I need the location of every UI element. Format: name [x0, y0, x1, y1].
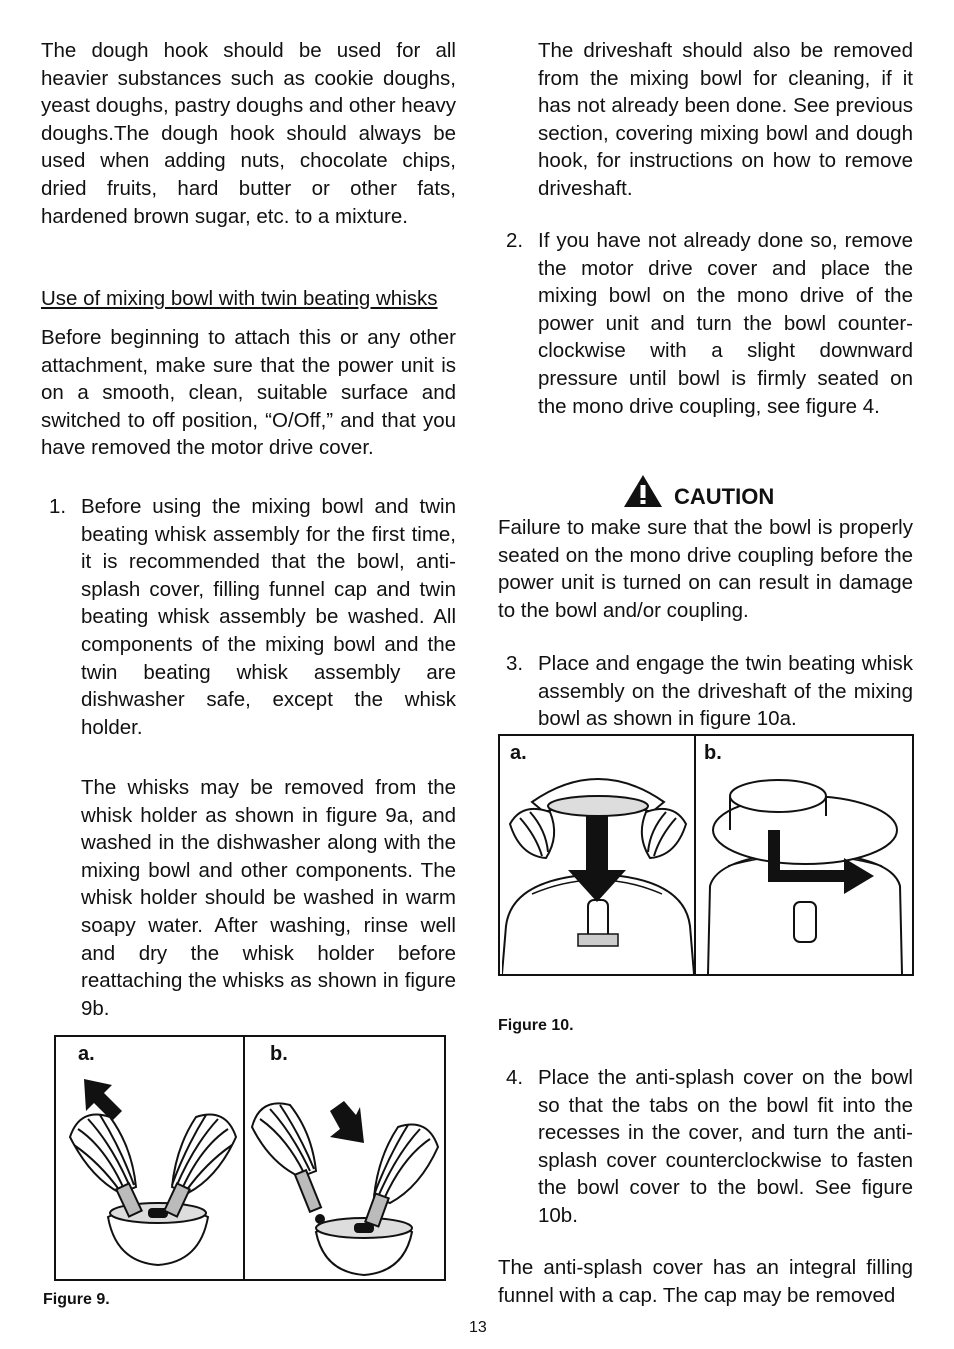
figure-9a-label: a.: [78, 1043, 95, 1065]
step-1-whisk-text: The whisks may be removed from the whisk holder as shown in figure 9a, and washed in the dishwasher along with the mixing bowl and other components. The whisk holder should be washed in warm soapy water. After washing, rinse well and dry the whisk holder before reattaching the whisks as shown in figure 9b.: [81, 776, 456, 1020]
before-paragraph: Before beginning to attach this or any other attachment, make sure that the power unit is on a smooth, clean, suitable surface and switched to off position, “O/Off,” and that you have removed the motor drive cover.: [41, 326, 456, 460]
warning-icon: [623, 474, 663, 508]
step-4-number: 4.: [506, 1066, 524, 1089]
step-1-text: Before using the mixing bowl and twin beating whisk assembly for the first time, it is recommended that the bowl, anti-splash cover, filling funnel cap and twin beating whisk assembly be washed. All components of the mixing bowl and the twin beating whisk assembly are dishwasher safe, except the whisk holder.: [81, 495, 456, 739]
step-3-number: 3.: [506, 652, 524, 675]
figure-9-caption: Figure 9.: [43, 1291, 110, 1308]
figure-10b-label: b.: [704, 742, 722, 764]
figure-10-caption: Figure 10.: [498, 1017, 574, 1034]
step-4-text: Place the anti-splash cover on the bowl so that the tabs on the bowl fit into the recesses in the cover, and turn the anti-splash cover counterclockwise to fasten the bowl cover to the bowl. See figure 10b.: [538, 1066, 913, 1227]
step-1-number: 1.: [49, 495, 67, 518]
intro-paragraph: The dough hook should be used for all heavier substances such as cookie doughs, yeast doughs, pastry doughs and other heavy doughs.The dough hook should always be used when adding nuts, chocolate chips, dried fruits, hard butter or other fats, hardened brown sugar, etc. to a mixture.: [41, 39, 456, 228]
whisk-reattach-illustration: [246, 1067, 442, 1279]
figure-9b-label: b.: [270, 1043, 288, 1065]
caution-text: Failure to make sure that the bowl is properly seated on the mono drive coupling before the power unit is turned on can result in damage to the bowl and/or coupling.: [498, 516, 913, 622]
figure-divider: [243, 1037, 245, 1279]
figure-10a-label: a.: [510, 742, 527, 764]
step-2-text: If you have not already done so, remove the motor drive cover and place the mixing bowl on the mono drive of the power unit and turn the bowl counter-clockwise with a slight downward pressure until bowl is firmly seated on the mono drive coupling, see figure 4.: [538, 229, 913, 418]
figure-10: [498, 734, 914, 976]
step-3-text: Place and engage the twin beating whisk assembly on the driveshaft of the mixing bowl as shown in figure 10a.: [538, 652, 913, 731]
whisk-removal-illustration: [60, 1067, 242, 1279]
figure-divider: [694, 736, 696, 974]
whisk-placement-illustration: [502, 766, 694, 974]
driveshaft-paragraph: The driveshaft should also be removed from the mixing bowl for cleaning, if it has not already been done. See previous section, covering mixing bowl and dough hook, for instructions on how to remove driveshaft.: [538, 39, 913, 200]
section-heading: Use of mixing bowl with twin beating whisks: [41, 287, 438, 310]
caution-title: CAUTION: [674, 484, 775, 509]
step-2-number: 2.: [506, 229, 524, 252]
antisplash-paragraph: The anti-splash cover has an integral filling funnel with a cap. The cap may be removed: [498, 1256, 913, 1307]
page-number: 13: [469, 1319, 487, 1336]
figure-9: [54, 1035, 446, 1281]
cover-placement-illustration: [698, 766, 912, 974]
